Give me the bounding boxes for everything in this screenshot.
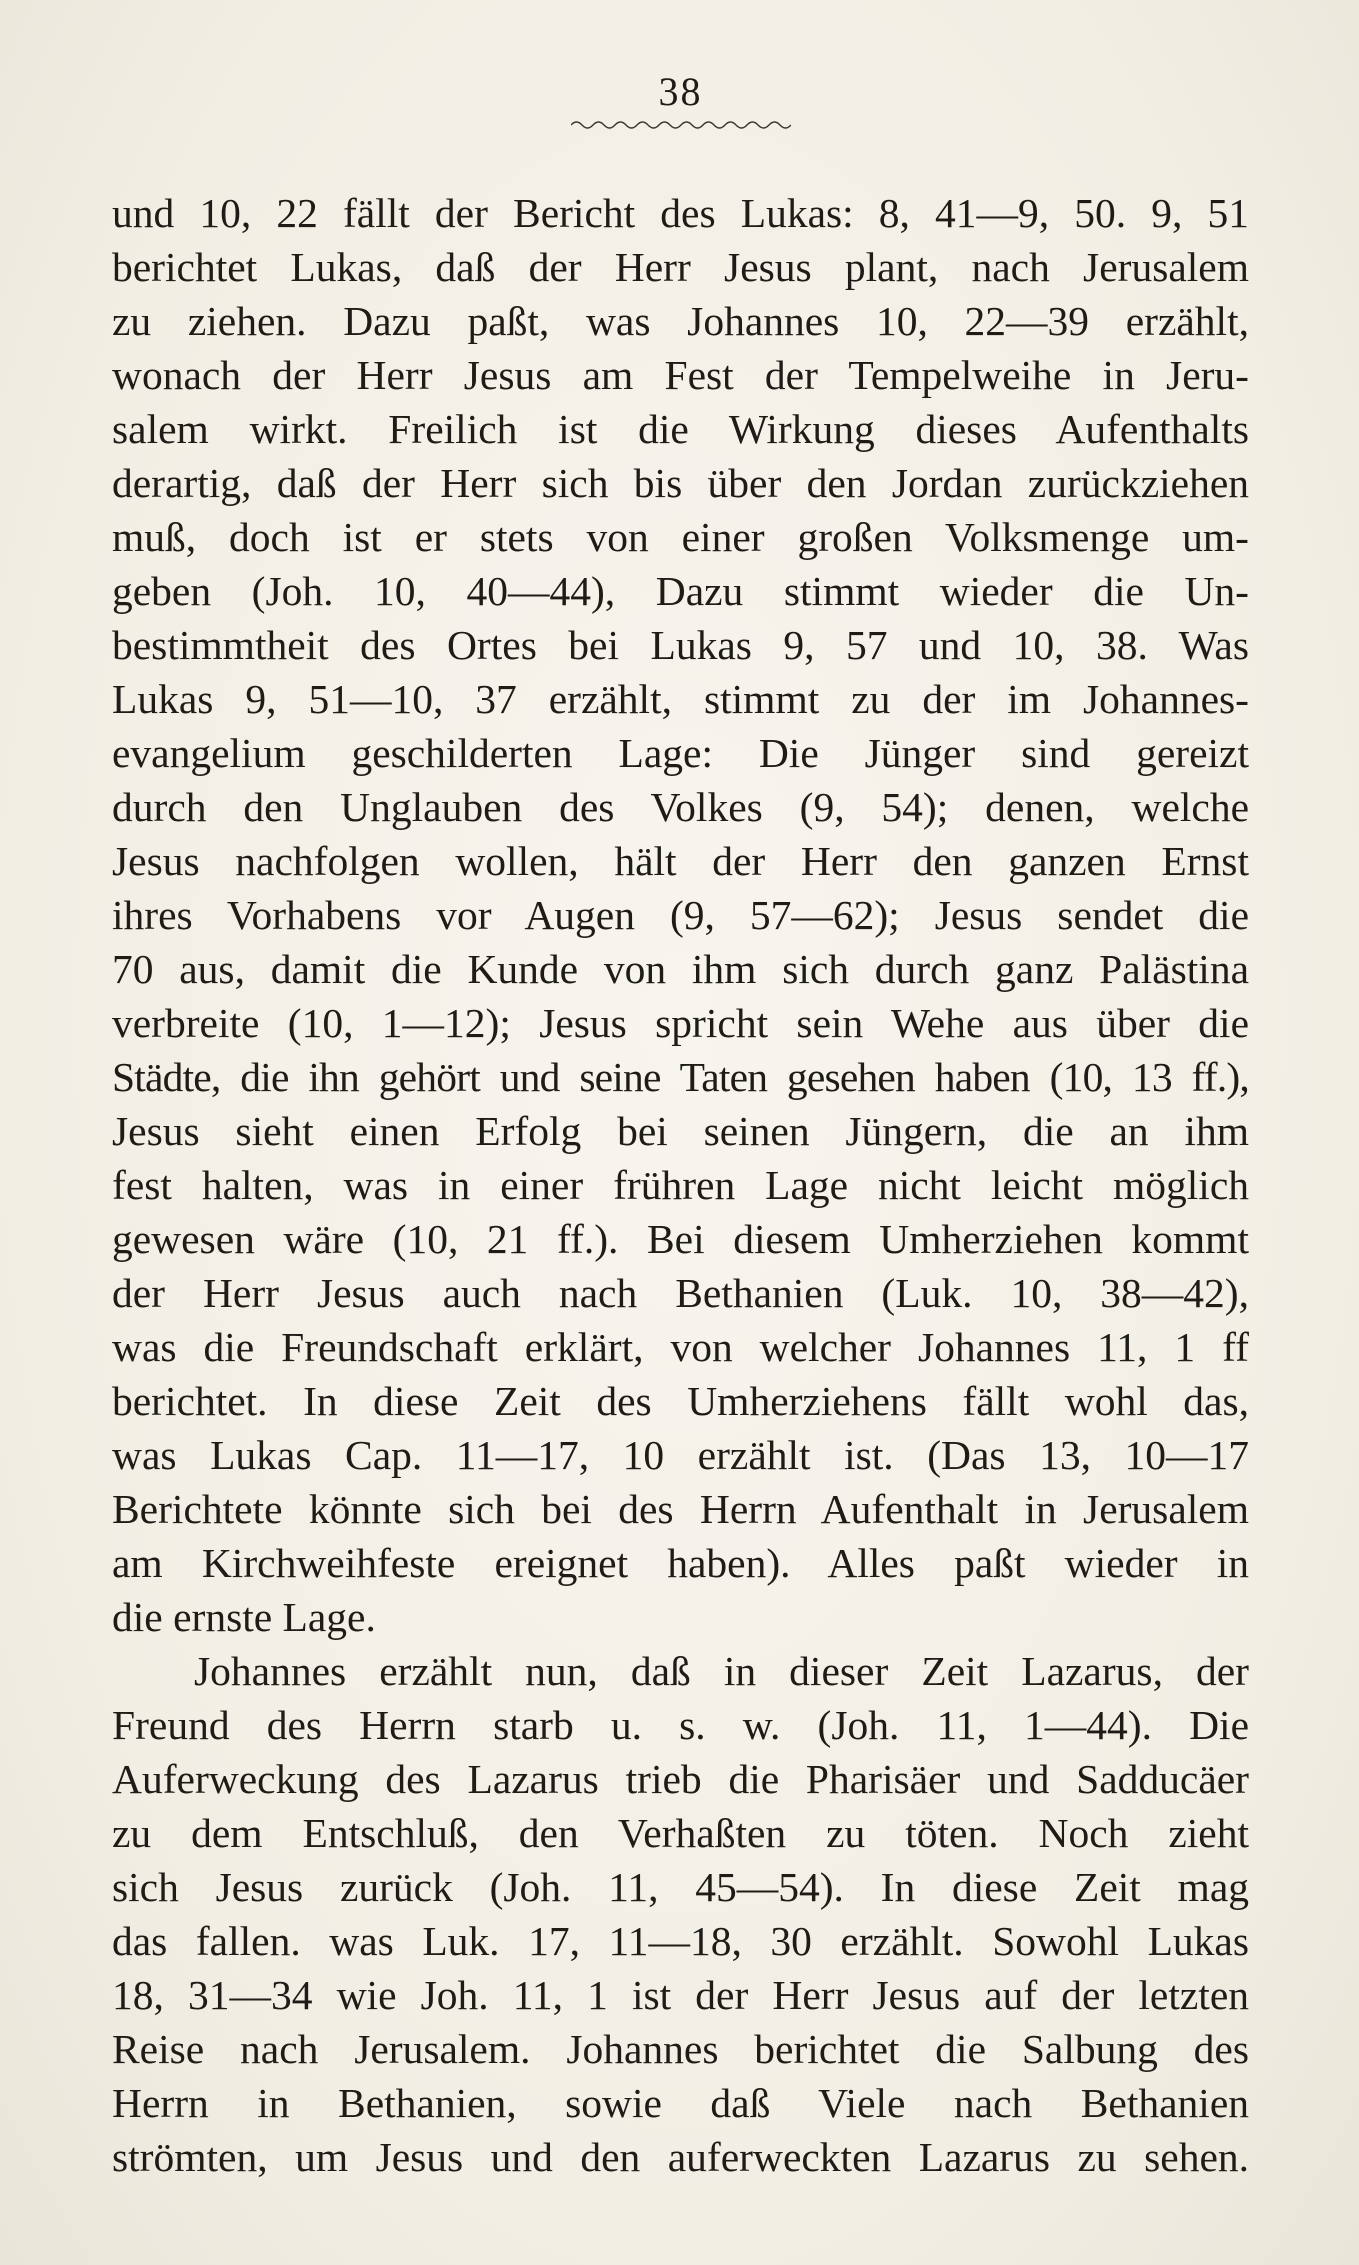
text-line: was die Freundschaft erklärt, von welcher Johannes 11, 1 ff (112, 1324, 1249, 1370)
text-line: zu dem Entschluß, den Verhaßten zu töten. Noch zieht (112, 1810, 1249, 1856)
text-line: verbreite (10, 1—12); Jesus spricht sein Wehe aus über die (112, 1000, 1249, 1046)
text-line: gewesen wäre (10, 21 ff.). Bei diesem Umherziehen kommt (112, 1216, 1249, 1262)
text-line: wonach der Herr Jesus am Fest der Tempelweihe in Jeru- (112, 352, 1249, 398)
text-line: und 10, 22 fällt der Bericht des Lukas: 8, 41—9, 50. 9, 51 (112, 190, 1249, 236)
text-line: 18, 31—34 wie Joh. 11, 1 ist der Herr Jesus auf der letzten (112, 1972, 1249, 2018)
text-line: durch den Unglauben des Volkes (9, 54); denen, welche (112, 784, 1249, 830)
text-line: Jesus nachfolgen wollen, hält der Herr den ganzen Ernst (112, 838, 1249, 884)
text-line: die ernste Lage. (112, 1594, 376, 1640)
text-line: Freund des Herrn starb u. s. w. (Joh. 11, 1—44). Die (112, 1702, 1249, 1748)
text-line: fest halten, was in einer frühren Lage nicht leicht möglich (112, 1162, 1249, 1208)
text-line: berichtet Lukas, daß der Herr Jesus plant, nach Jerusalem (112, 244, 1249, 290)
text-line: 70 aus, damit die Kunde von ihm sich durch ganz Palästina (112, 946, 1249, 992)
text-line: Auferweckung des Lazarus trieb die Pharisäer und Sadducäer (112, 1756, 1249, 1802)
text-line: evangelium geschilderten Lage: Die Jünger sind gereizt (112, 730, 1249, 776)
text-line: ihres Vorhabens vor Augen (9, 57—62); Jesus sendet die (112, 892, 1249, 938)
body-text (112, 186, 1249, 2184)
text-line: sich Jesus zurück (Joh. 11, 45—54). In diese Zeit mag (112, 1864, 1249, 1910)
ornament-rule-icon (571, 118, 791, 132)
text-line: derartig, daß der Herr sich bis über den Jordan zurückziehen (112, 460, 1249, 506)
text-line: Jesus sieht einen Erfolg bei seinen Jüngern, die an ihm (112, 1108, 1249, 1154)
text-line: am Kirchweihfeste ereignet haben). Alles paßt wieder in (112, 1540, 1249, 1586)
text-line: strömten, um Jesus und den auferweckten Lazarus zu sehen. (112, 2134, 1249, 2180)
text-line: muß, doch ist er stets von einer großen Volksmenge um- (112, 514, 1249, 560)
text-line: was Lukas Cap. 11—17, 10 erzählt ist. (Das 13, 10—17 (112, 1432, 1249, 1478)
text-line: Herrn in Bethanien, sowie daß Viele nach Bethanien (112, 2080, 1249, 2126)
text-line: geben (Joh. 10, 40—44), Dazu stimmt wieder die Un- (112, 568, 1249, 614)
text-line: Reise nach Jerusalem. Johannes berichtet die Salbung des (112, 2026, 1249, 2072)
text-line: Lukas 9, 51—10, 37 erzählt, stimmt zu der im Johannes- (112, 676, 1249, 722)
text-line: Johannes erzählt nun, daß in dieser Zeit Lazarus, der (194, 1648, 1249, 1694)
text-line: Berichtete könnte sich bei des Herrn Aufenthalt in Jerusalem (112, 1486, 1249, 1532)
text-line: zu ziehen. Dazu paßt, was Johannes 10, 22—39 erzählt, (112, 298, 1249, 344)
text-line: das fallen. was Luk. 17, 11—18, 30 erzählt. Sowohl Lukas (112, 1918, 1249, 1964)
text-line: der Herr Jesus auch nach Bethanien (Luk. 10, 38—42), (112, 1270, 1249, 1316)
page-number: 38 (658, 69, 703, 114)
text-line: salem wirkt. Freilich ist die Wirkung dieses Aufenthalts (112, 406, 1249, 452)
text-line: berichtet. In diese Zeit des Umherziehens fällt wohl das, (112, 1378, 1249, 1424)
text-line: Städte, die ihn gehört und seine Taten gesehen haben (10, 13 ff.), (112, 1054, 1249, 1100)
text-line: bestimmtheit des Ortes bei Lukas 9, 57 und 10, 38. Was (112, 622, 1249, 668)
